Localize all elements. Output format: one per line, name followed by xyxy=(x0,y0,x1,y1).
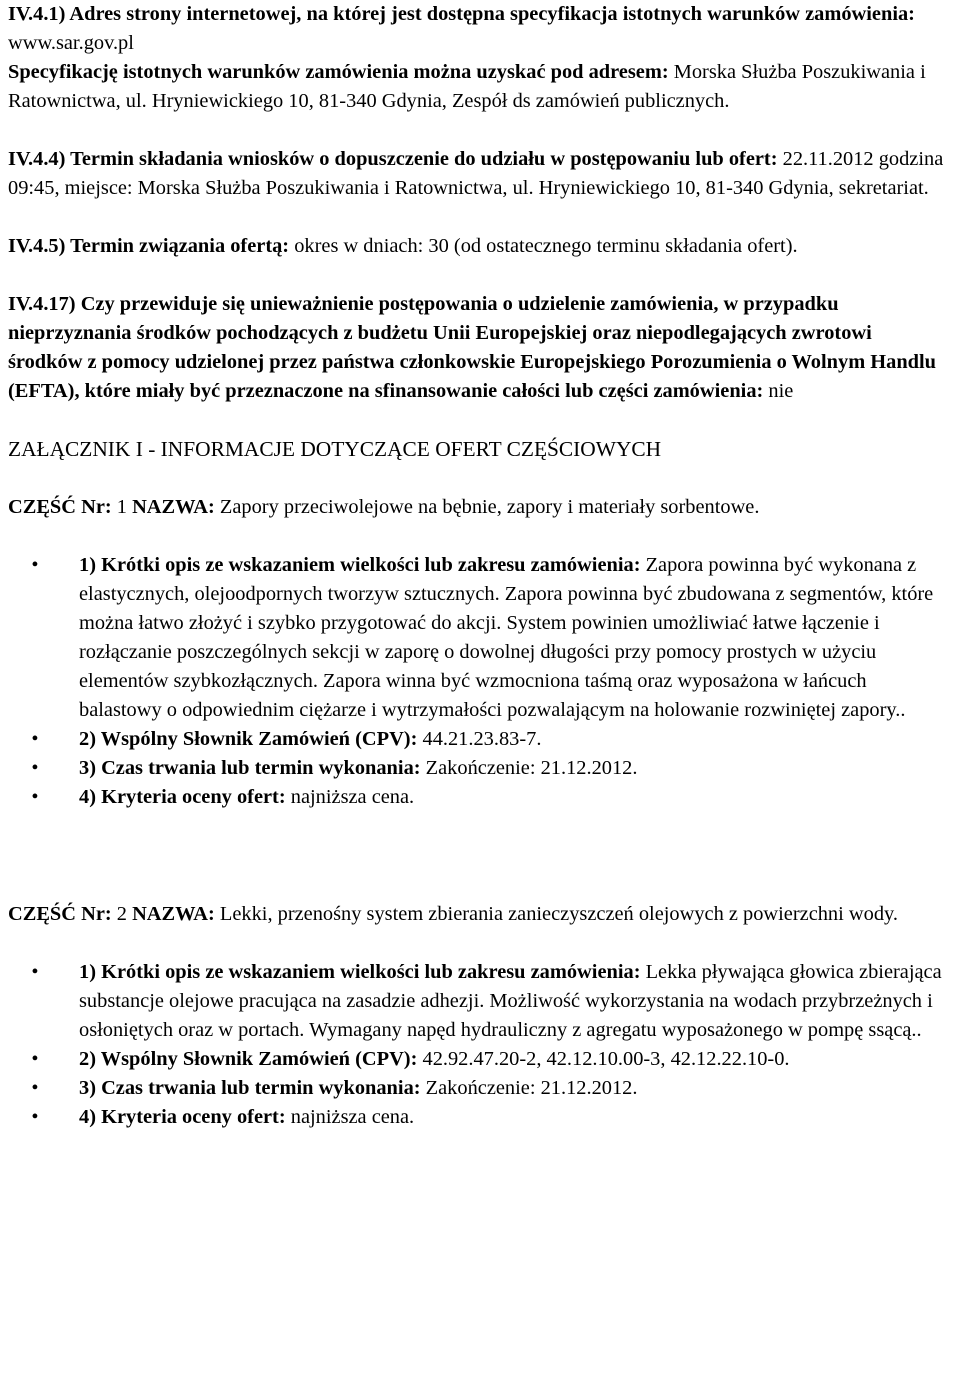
part-2-title xyxy=(8,900,950,929)
section-iv-4-17-label: IV.4.17) Czy przewiduje się unieważnienie postępowania o udzielenie zamówienia, w przypadku nieprzyznania środków pochodzących z budżetu Unii Europejskiej oraz niepodlegających zwrotowi środków z pomocy udzielonej przez państwa członkowskie Europejskiego Porozumienia o Wolnym Handlu (EFTA), które miały być przeznaczone na sfinansowanie całości lub części zamówienia: xyxy=(8,293,937,402)
list-item xyxy=(31,1074,950,1103)
bullet-icon: • xyxy=(31,728,39,750)
item-label: 3) Czas trwania lub termin wykonania: xyxy=(79,1077,421,1099)
item-value: Zakończenie: 21.12.2012. xyxy=(425,757,638,779)
item-value: 42.92.47.20-2, 42.12.10.00-3, 42.12.22.10-0. xyxy=(422,1048,790,1070)
spec-address-paragraph xyxy=(8,58,950,116)
section-iv-4-4 xyxy=(8,145,950,203)
item-label: 1) Krótki opis ze wskazaniem wielkości lub zakresu zamówienia: xyxy=(79,961,641,983)
item-value: Lekka pływająca głowica zbierająca substancje olejowe pracująca na zasadzie adhezji. Możliwość wykorzystania na wodach przybrzeżnych i osłoniętych oraz w portach. Wymagany napęd hydrauliczny z agregatu wyposażonego w pompę ssącą.. xyxy=(79,961,942,1041)
annex-title: ZAŁĄCZNIK I - INFORMACJE DOTYCZĄCE OFERT CZĘŚCIOWYCH xyxy=(8,437,662,461)
item-value: najniższa cena. xyxy=(290,786,415,808)
spec-address-label: Specyfikację istotnych warunków zamówienia można uzyskać pod adresem: xyxy=(8,61,669,83)
list-item xyxy=(31,754,950,783)
part-separator-space xyxy=(8,812,950,900)
section-iv-4-5-label: IV.4.5) Termin związania ofertą: xyxy=(8,235,290,257)
section-iv-4-4-value: 22.11.2012 godzina 09:45, miejsce: Morska Służba Poszukiwania i Ratownictwa, ul. Hryniewickiego 10, 81-340 Gdynia, sekretariat. xyxy=(8,148,944,199)
bullet-icon: • xyxy=(31,1106,39,1128)
part-1-name-label: NAZWA: xyxy=(132,496,215,518)
list-item xyxy=(31,1103,950,1132)
item-value: Zapora powinna być wykonana z elastycznych, olejoodpornych tworzyw sztucznych. Zapora powinna być zbudowana z segmentów, które można łatwo złożyć i szybko przygotować do akcji. System powinien umożliwiać łatwe łączenie i rozłączanie poszczególnych sekcji w zaporę o dowolnej długości przy pomocy prostych w użyciu elementów szybkozłącznych. Zapora winna być wzmocniona taśmą oraz wyposażona w łańcuch balastowy o odpowiednim ciężarze i wytrzymałości pozwalającym na holowanie rozwiniętej zapory.. xyxy=(79,554,934,721)
list-item xyxy=(31,1045,950,1074)
part-2-name-value: Lekki, przenośny system zbierania zanieczyszczeń olejowych z powierzchni wody. xyxy=(219,903,898,925)
item-label: 3) Czas trwania lub termin wykonania: xyxy=(79,757,421,779)
list-item xyxy=(31,958,950,1045)
bullet-icon: • xyxy=(31,554,39,576)
item-label: 4) Kryteria oceny ofert: xyxy=(79,1106,286,1128)
part-1-number: 1 xyxy=(116,496,127,518)
bullet-icon: • xyxy=(31,786,39,808)
part-2-details-list xyxy=(8,958,950,1132)
part-2-name-label: NAZWA: xyxy=(132,903,215,925)
part-2-part-label: CZĘŚĆ Nr: xyxy=(8,903,112,925)
section-iv-4-1 xyxy=(8,0,950,58)
bullet-icon: • xyxy=(31,757,39,779)
section-iv-4-17-value: nie xyxy=(768,380,794,402)
part-1-part-label: CZĘŚĆ Nr: xyxy=(8,496,112,518)
item-value: Zakończenie: 21.12.2012. xyxy=(425,1077,638,1099)
section-iv-4-5 xyxy=(8,232,950,261)
bullet-icon: • xyxy=(31,1077,39,1099)
list-item xyxy=(31,783,950,812)
list-item xyxy=(31,725,950,754)
section-iv-4-17 xyxy=(8,290,950,406)
list-item xyxy=(31,551,950,725)
bullet-icon: • xyxy=(31,961,39,983)
spec-address-value: Morska Służba Poszukiwania i Ratownictwa, ul. Hryniewickiego 10, 81-340 Gdynia, Zespół ds zamówień publicznych. xyxy=(8,61,926,112)
item-label: 4) Kryteria oceny ofert: xyxy=(79,786,286,808)
part-1-name-value: Zapory przeciwolejowe na bębnie, zapory i materiały sorbentowe. xyxy=(219,496,760,518)
section-iv-4-4-label: IV.4.4) Termin składania wniosków o dopuszczenie do udziału w postępowaniu lub ofert: xyxy=(8,148,778,170)
item-label: 2) Wspólny Słownik Zamówień (CPV): xyxy=(79,728,418,750)
item-value: 44.21.23.83-7. xyxy=(422,728,542,750)
part-1-title xyxy=(8,493,950,522)
item-label: 1) Krótki opis ze wskazaniem wielkości lub zakresu zamówienia: xyxy=(79,554,641,576)
section-iv-4-5-value: okres w dniach: 30 (od ostatecznego terminu składania ofert). xyxy=(294,235,798,257)
part-2-number: 2 xyxy=(116,903,127,925)
part-1-details-list xyxy=(8,551,950,812)
section-iv-4-1-label: IV.4.1) Adres strony internetowej, na której jest dostępna specyfikacja istotnych warunków zamówienia: xyxy=(8,3,915,25)
bullet-icon: • xyxy=(31,1048,39,1070)
spec-website-url: www.sar.gov.pl xyxy=(8,32,134,54)
item-label: 2) Wspólny Słownik Zamówień (CPV): xyxy=(79,1048,418,1070)
item-value: najniższa cena. xyxy=(290,1106,415,1128)
